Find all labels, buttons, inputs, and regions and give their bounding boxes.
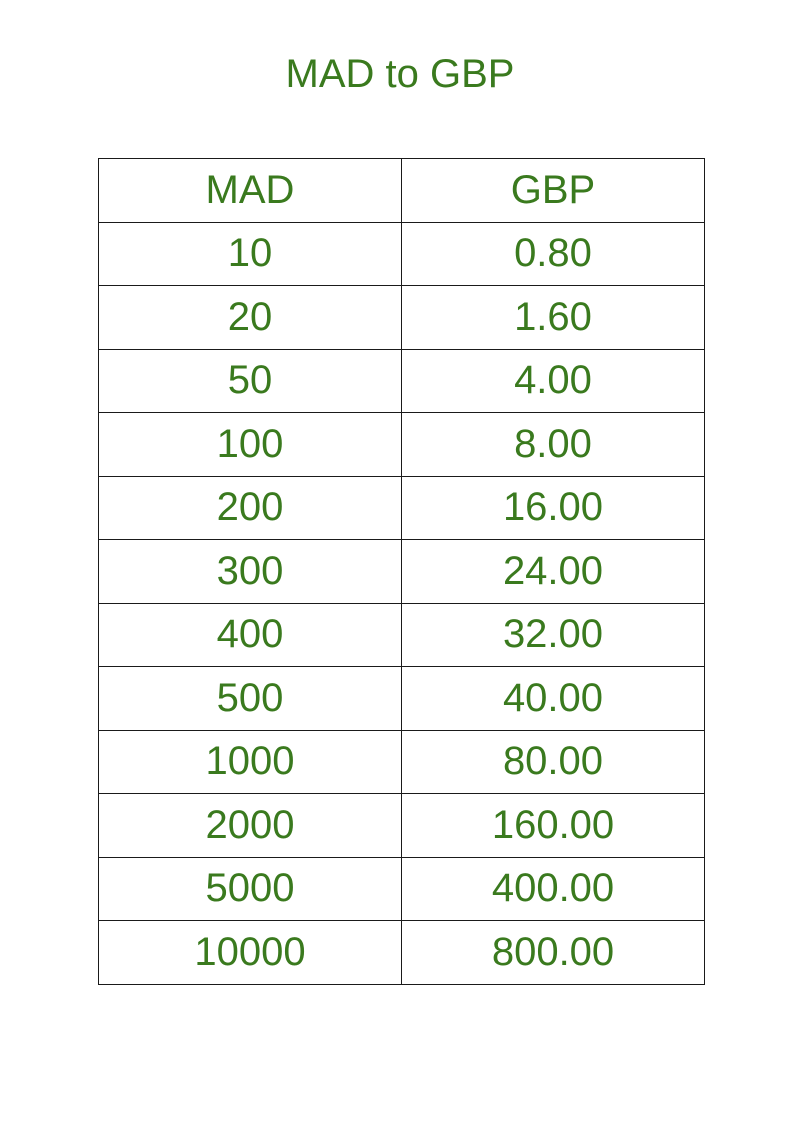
gbp-cell: 24.00 <box>402 540 705 604</box>
gbp-cell: 1.60 <box>402 286 705 350</box>
table-row <box>99 222 705 286</box>
mad-cell: 5000 <box>99 857 402 921</box>
table-row <box>99 413 705 477</box>
table-row <box>99 667 705 731</box>
gbp-cell: 16.00 <box>402 476 705 540</box>
mad-cell: 500 <box>99 667 402 731</box>
mad-cell: 100 <box>99 413 402 477</box>
gbp-cell: 160.00 <box>402 794 705 858</box>
mad-cell: 50 <box>99 349 402 413</box>
table-row <box>99 730 705 794</box>
conversion-table <box>98 158 705 985</box>
table-row <box>99 540 705 604</box>
table-header-row <box>99 159 705 223</box>
page-title: MAD to GBP <box>285 52 515 96</box>
table-row <box>99 286 705 350</box>
mad-cell: 10 <box>99 222 402 286</box>
mad-cell: 300 <box>99 540 402 604</box>
mad-cell: 200 <box>99 476 402 540</box>
table-row <box>99 921 705 985</box>
gbp-cell: 40.00 <box>402 667 705 731</box>
gbp-cell: 0.80 <box>402 222 705 286</box>
table-row <box>99 603 705 667</box>
gbp-cell: 80.00 <box>402 730 705 794</box>
gbp-cell: 32.00 <box>402 603 705 667</box>
table-row <box>99 476 705 540</box>
table-row <box>99 857 705 921</box>
table-row <box>99 349 705 413</box>
mad-cell: 400 <box>99 603 402 667</box>
gbp-cell: 8.00 <box>402 413 705 477</box>
mad-cell: 20 <box>99 286 402 350</box>
mad-cell: 1000 <box>99 730 402 794</box>
gbp-cell: 4.00 <box>402 349 705 413</box>
gbp-cell: 800.00 <box>402 921 705 985</box>
column-header-gbp: GBP <box>402 159 705 223</box>
column-header-mad: MAD <box>99 159 402 223</box>
gbp-cell: 400.00 <box>402 857 705 921</box>
mad-cell: 2000 <box>99 794 402 858</box>
mad-cell: 10000 <box>99 921 402 985</box>
table-row <box>99 794 705 858</box>
